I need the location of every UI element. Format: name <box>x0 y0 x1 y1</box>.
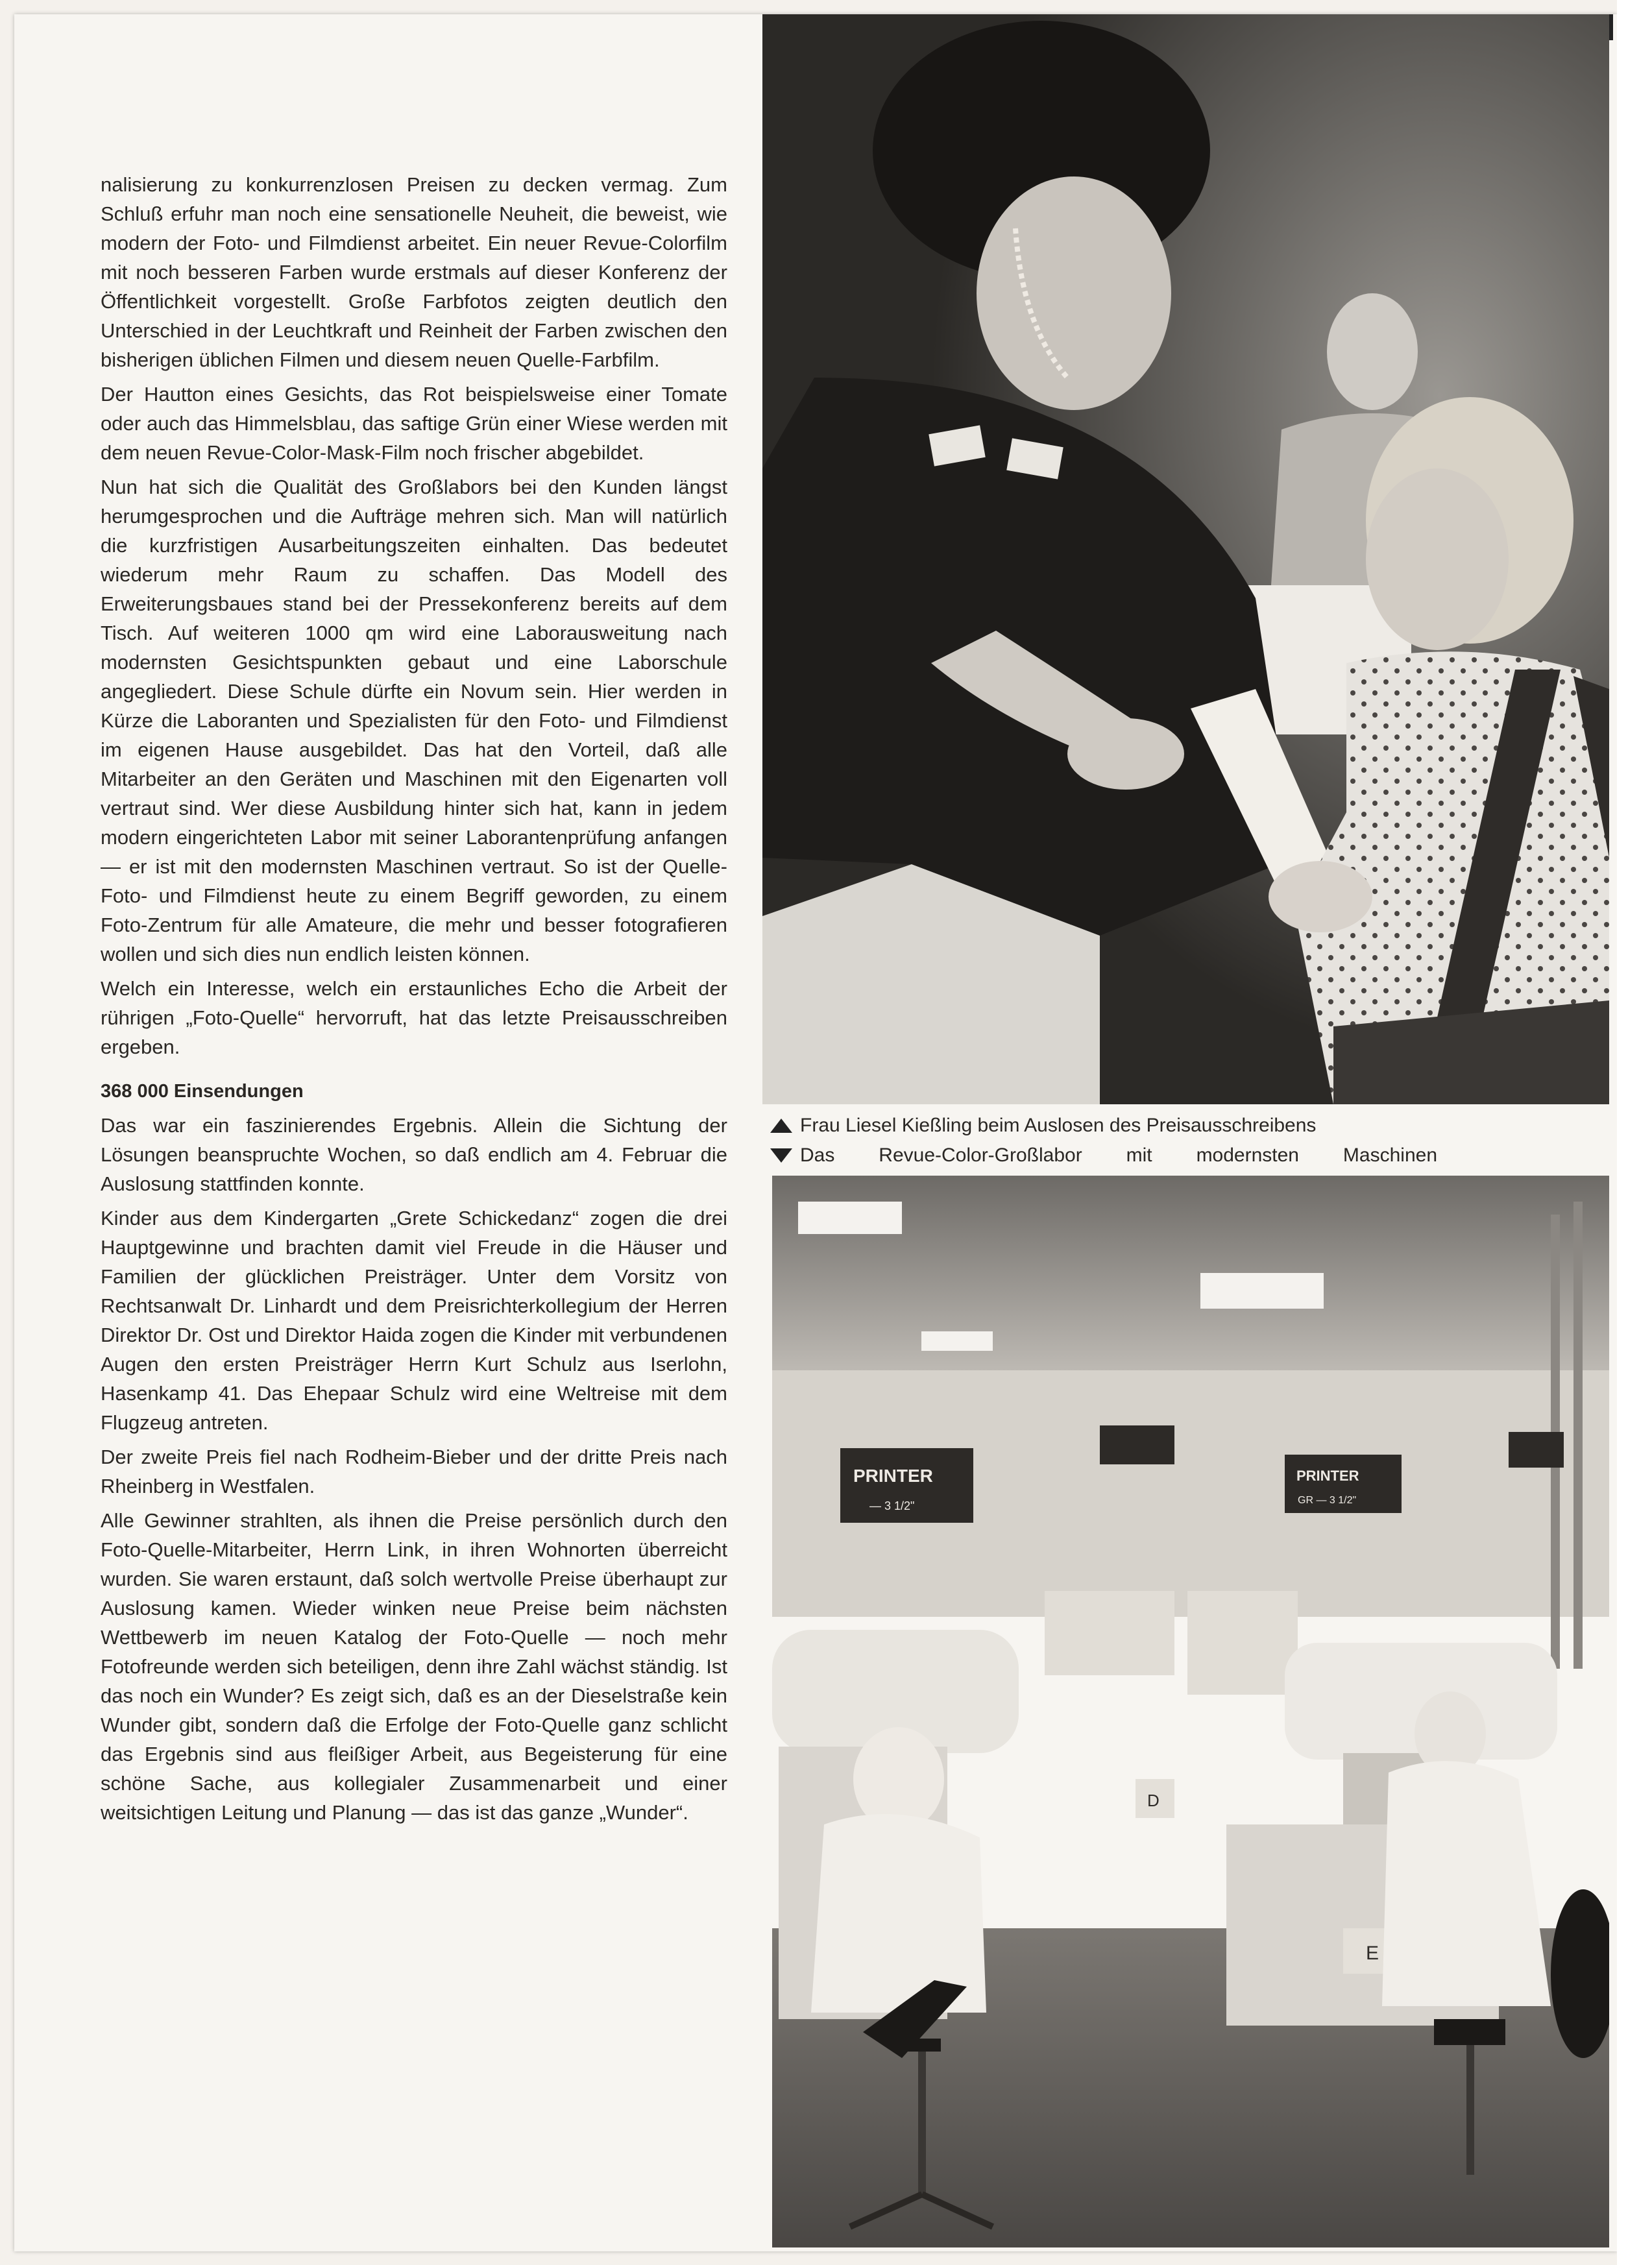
caption-bottom-line <box>762 1141 1437 1170</box>
article-paragraph: Kinder aus dem Kindergarten „Grete Schickedanz“ zogen die drei Hauptgewinne und brachten damit viel Freude in die Häuser und Familien der glücklichen Preisträger. Unter dem Vorsitz von Rechtsanwalt Dr. Linhardt und dem Preisrichterkollegium der Herren Direktor Dr. Ost und Direktor Haida zogen die Kinder mit verbundenen Augen den ersten Preisträger Herrn Kurt Schulz aus Iserlohn, Hasenkamp 41. Das Ehepaar Schulz wird eine Weltreise mit dem Flugzeug antreten. <box>101 1207 727 1434</box>
caption-word: Revue-Color-Großlabor <box>879 1145 1082 1166</box>
printer-sign-2: PRINTER <box>1296 1468 1359 1484</box>
article-paragraph: Nun hat sich die Qualität des Großlabors bei den Kunden längst herumgesprochen und die Aufträge mehren sich. Man will natürlich die kurzfristigen Ausarbeitungszeiten einhalten. Das bedeutet wiederum mehr Raum zu schaffen. Das Modell des Erweiterungsbaues stand bei der Pressekonferenz bereits auf dem Tisch. Auf weiteren 1000 qm wird eine Laborausweitung nach modernsten Gesichtspunkten gebaut und eine Laborschule angegliedert. Diese Schule dürfte ein Novum sein. Hier werden in Kürze die Laboranten und Spezialisten für den Foto- und Filmdienst im eigenen Hause ausgebildet. Das hat den Vorteil, daß alle Mitarbeiter an den Geräten und Maschinen mit den Eigenarten voll vertraut sind. Wer diese Ausbildung hinter sich hat, kann in jedem modern eingerichteten Labor mit seiner Laborantenprüfung anfangen — er ist mit den modernsten Maschinen vertraut. So ist der Quelle-Foto- und Filmdienst heute zu einem Begriff geworden, zu einem Foto-Zentrum für alle Amateure, die mehr und besser fotografieren wollen und sich dies nun endlich leisten können. <box>101 476 727 965</box>
caption-top-text: Frau Liesel Kießling beim Auslosen des Preisausschreibens <box>800 1115 1317 1136</box>
caption-word: Das <box>800 1145 835 1166</box>
article-paragraph: Welch ein Interesse, welch ein erstaunliches Echo die Arbeit der rührigen „Foto-Quelle“ hervorruft, hat das letzte Preisausschreiben ergeben. <box>101 977 727 1058</box>
photo-prize-draw-image <box>762 14 1609 1104</box>
caption-word: modernsten <box>1196 1145 1299 1166</box>
machine-label-d: D <box>1147 1791 1160 1810</box>
printer-sign-2-sub: GR — 3 1/2" <box>1298 1495 1357 1506</box>
printer-sign-1-sub: — 3 1/2" <box>869 1499 915 1512</box>
article-paragraph: nalisierung zu konkurrenzlosen Preisen zu decken vermag. Zum Schluß erfuhr man noch eine sensationelle Neuheit, die beweist, wie modern der Foto- und Filmdienst arbeitet. Ein neuer Revue-Colorfilm mit noch besseren Farben wurde erstmals auf dieser Konferenz der Öffentlichkeit vorgestellt. Große Farbfotos zeigten deutlich den Unterschied in der Leuchtkraft und Reinheit der Farben zwischen den bisherigen üblichen Filmen und diesem neuen Quelle-Farbfilm. <box>101 173 727 371</box>
caption-word: mit <box>1126 1145 1152 1166</box>
triangle-down-icon <box>762 1147 800 1164</box>
caption-bottom-text <box>800 1141 1437 1170</box>
photo-color-lab-image <box>772 1176 1609 2247</box>
machine-label-e: E <box>1366 1943 1379 1964</box>
photo-prize-draw <box>762 14 1609 1104</box>
article-paragraph: Alle Gewinner strahlten, als ihnen die Preise persönlich durch den Foto-Quelle-Mitarbeiter, Herrn Link, in ihren Wohnorten überreicht wurden. Sie waren erstaunt, daß solch wertvolle Preise überhaupt zur Auslosung kamen. Wieder winken neue Preise beim nächsten Wettbewerb im neuen Katalog der Foto-Quelle — noch mehr Fotofreunde werden sich beteiligen, denn ihre Zahl wächst ständig. Ist das noch ein Wunder? Es zeigt sich, daß es an der Dieselstraße kein Wunder gibt, sondern daß die Erfolge der Foto-Quelle ganz schlicht das Ergebnis sind aus fleißiger Arbeit, aus Begeisterung für eine schöne Sache, aus kollegialer Zusammenarbeit und einer weitsichtigen Leitung und Planung — das ist das ganze „Wunder“. <box>101 1509 727 1824</box>
article-paragraph: Der Hautton eines Gesichts, das Rot beispielsweise einer Tomate oder auch das Himmelsblau, das saftige Grün einer Wiese werden mit dem neuen Revue-Color-Mask-Film noch frischer abgebildet. <box>101 383 727 464</box>
triangle-up-icon <box>762 1117 800 1134</box>
caption-top-line <box>762 1111 1437 1141</box>
scan-margin <box>1617 0 1652 2265</box>
article-paragraph: Das war ein faszinierendes Ergebnis. Allein die Sichtung der Lösungen beanspruchte Wochen, so daß endlich am 4. Februar die Auslosung stattfinden konnte. <box>101 1114 727 1195</box>
photo-captions <box>762 1111 1437 1170</box>
printer-sign-1: PRINTER <box>853 1466 933 1486</box>
article-subheading: 368 000 Einsendungen <box>101 1081 304 1102</box>
article-text-column <box>101 170 727 1832</box>
photo-color-lab <box>772 1176 1609 2247</box>
article-paragraph: Der zweite Preis fiel nach Rodheim-Bieber und der dritte Preis nach Rheinberg in Westfalen. <box>101 1446 727 1497</box>
caption-word: Maschinen <box>1342 1145 1437 1166</box>
